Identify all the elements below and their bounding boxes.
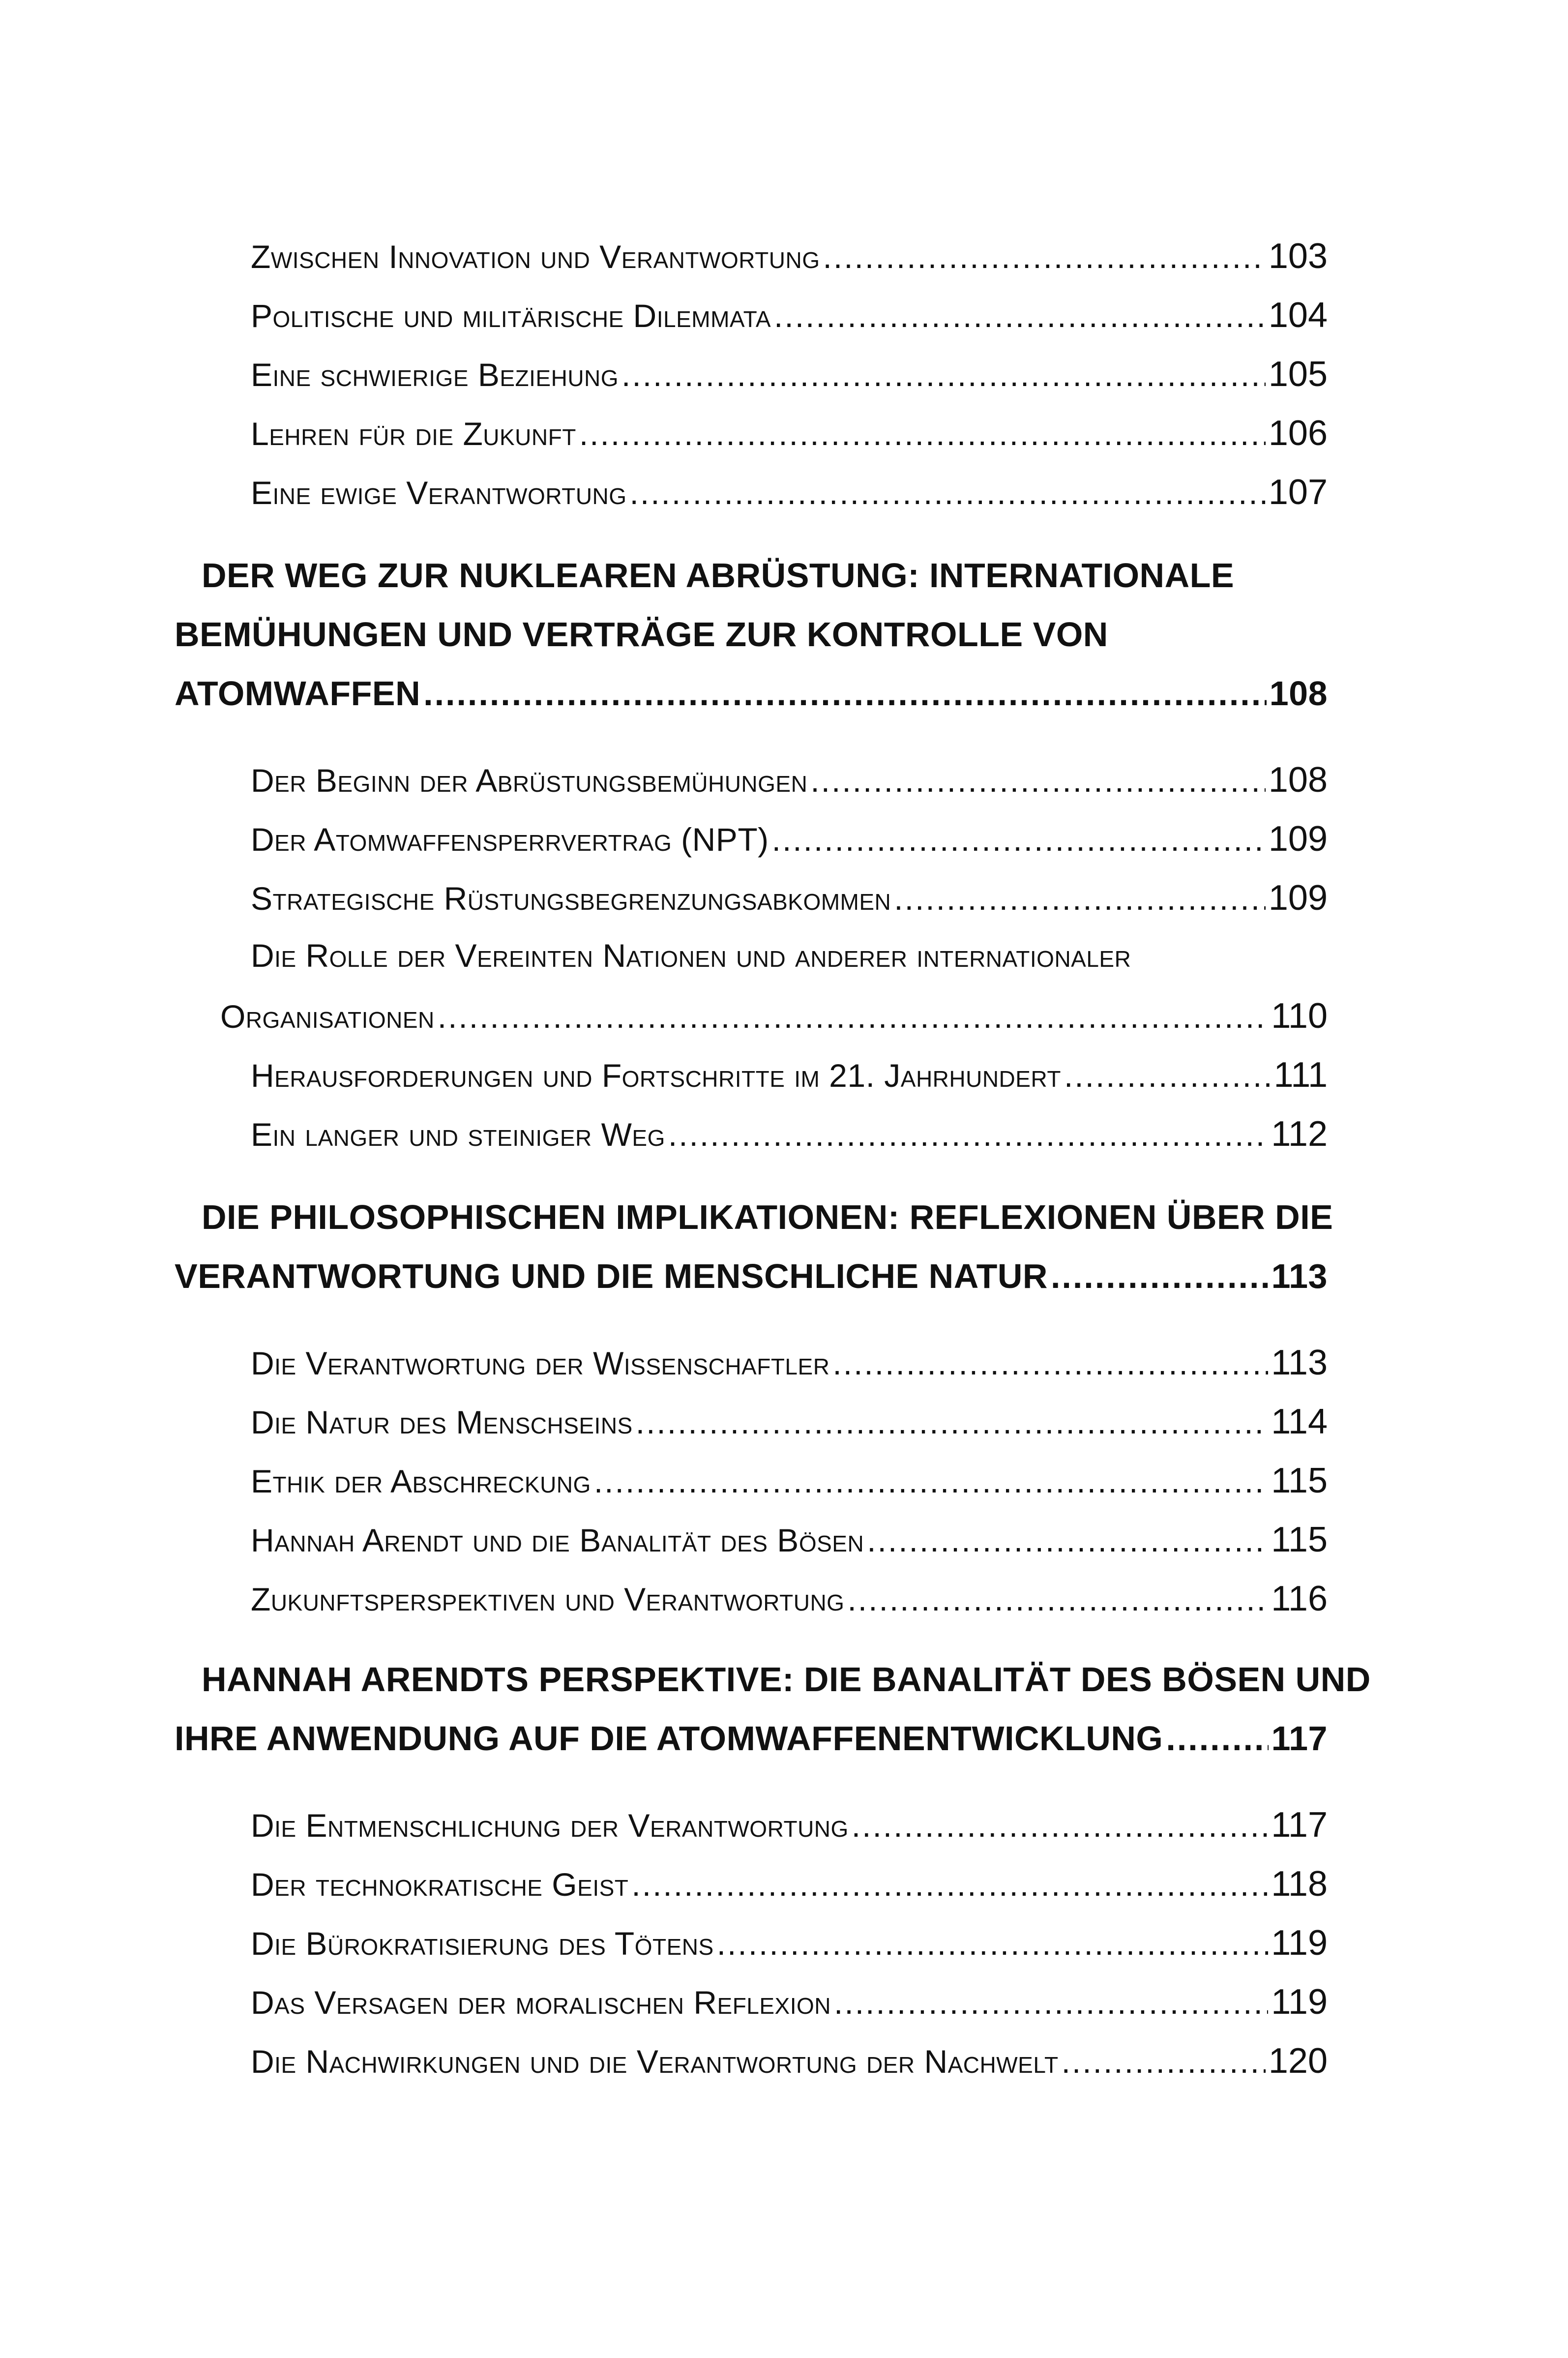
- toc-entry-label: Das Versagen der moralischen Reflexion: [251, 1984, 831, 2021]
- toc-entry-page: 108: [1268, 760, 1328, 800]
- toc-entry-page: 106: [1268, 414, 1328, 453]
- toc-entry-label: Eine ewige Verantwortung: [251, 475, 627, 511]
- chapter-page: 117: [1271, 1719, 1328, 1758]
- dot-leader: [1051, 1256, 1269, 1296]
- toc-entry-label: Der Beginn der Abrüstungsbemühungen: [251, 762, 808, 799]
- dot-leader: [823, 238, 1266, 275]
- toc-entry-page: 110: [1271, 996, 1328, 1036]
- toc-entry[interactable]: [251, 354, 1328, 394]
- toc-entry-page: 119: [1271, 1923, 1328, 1963]
- toc-entry-label: Lehren für die Zukunft: [251, 416, 576, 452]
- toc-entry-page: 103: [1268, 237, 1328, 276]
- dot-leader: [832, 1344, 1268, 1382]
- toc-entry-label: Eine schwierige Beziehung: [251, 357, 619, 393]
- toc-entry-page: 113: [1271, 1343, 1328, 1382]
- toc-entry-label: Ein langer und steiniger Weg: [251, 1116, 665, 1153]
- toc-entry[interactable]: [220, 996, 1328, 1036]
- toc-entry-label: Der technokratische Geist: [251, 1866, 629, 1903]
- toc-entry[interactable]: [251, 1805, 1328, 1845]
- toc-entry-label: Zukunftsperspektiven und Verantwortung: [251, 1581, 845, 1617]
- toc-entry-label: Die Rolle der Vereinten Nationen und anderer internationaler: [251, 937, 1131, 974]
- chapter-heading-entry[interactable]: [175, 1719, 1328, 1758]
- dot-leader: [423, 674, 1267, 713]
- dot-leader: [1166, 1719, 1268, 1758]
- dot-leader: [717, 1925, 1269, 1962]
- chapter-heading-line[interactable]: HANNAH ARENDTS PERSPEKTIVE: DIE BANALITÄT DES BÖSEN UND: [202, 1660, 1371, 1699]
- chapter-page: 113: [1271, 1257, 1328, 1295]
- toc-entry[interactable]: [251, 1579, 1328, 1619]
- toc-entry-label: Strategische Rüstungsbegrenzungsabkommen: [251, 880, 891, 917]
- toc-entry[interactable]: [251, 2041, 1328, 2081]
- dot-leader: [867, 1522, 1268, 1559]
- toc-entry-label: Zwischen Innovation und Verantwortung: [251, 239, 820, 275]
- dot-leader: [668, 1116, 1268, 1153]
- toc-entry-page: 117: [1271, 1805, 1328, 1845]
- chapter-heading-label: ATOMWAFFEN: [175, 674, 421, 713]
- dot-leader: [631, 1866, 1268, 1903]
- chapter-heading-line[interactable]: DIE PHILOSOPHISCHEN IMPLIKATIONEN: REFLEXIONEN ÜBER DIE: [202, 1198, 1333, 1236]
- toc-entry[interactable]: [251, 1982, 1328, 2022]
- dot-leader: [636, 1403, 1268, 1441]
- toc-entry-label: Organisationen: [220, 998, 435, 1035]
- toc-entry-page: 111: [1273, 1055, 1328, 1095]
- toc-entry[interactable]: [251, 472, 1328, 512]
- toc-entry-page: 105: [1268, 355, 1328, 394]
- toc-entry-page: 119: [1271, 1982, 1328, 2022]
- dot-leader: [834, 1984, 1268, 2021]
- toc-entry-page: 120: [1268, 2041, 1328, 2081]
- toc-entry[interactable]: [251, 1114, 1328, 1154]
- chapter-heading-label: VERANTWORTUNG UND DIE MENSCHLICHE NATUR: [175, 1257, 1048, 1295]
- toc-entry-label: Die Nachwirkungen und die Verantwortung der Nachwelt: [251, 2043, 1059, 2080]
- toc-entry-label: Herausforderungen und Fortschritte im 21. Jahrhundert: [251, 1057, 1061, 1094]
- chapter-heading-line[interactable]: DER WEG ZUR NUKLEAREN ABRÜSTUNG: INTERNATIONALE: [202, 556, 1235, 595]
- toc-entry-page: 112: [1271, 1114, 1328, 1154]
- toc-entry[interactable]: [251, 1402, 1328, 1442]
- dot-leader: [438, 998, 1268, 1035]
- toc-entry[interactable]: [251, 1520, 1328, 1560]
- toc-entry[interactable]: [251, 236, 1328, 276]
- toc-entry-page: 115: [1271, 1520, 1328, 1559]
- dot-leader: [774, 297, 1266, 334]
- toc-entry-label: Hannah Arendt und die Banalität des Bösen: [251, 1522, 864, 1558]
- toc-entry[interactable]: [251, 1343, 1328, 1383]
- chapter-heading-entry[interactable]: [175, 1256, 1328, 1296]
- dot-leader: [621, 356, 1266, 393]
- dot-leader: [1062, 2043, 1266, 2080]
- dot-leader: [579, 415, 1266, 452]
- toc-entry-page: 116: [1271, 1579, 1328, 1618]
- toc-entry[interactable]: [251, 878, 1328, 918]
- dot-leader: [630, 474, 1266, 511]
- chapter-heading-label: IHRE ANWENDUNG AUF DIE ATOMWAFFENENTWICKLUNG: [175, 1719, 1163, 1758]
- toc-entry-label: Die Natur des Menschseins: [251, 1404, 633, 1440]
- dot-leader: [1064, 1057, 1271, 1094]
- dot-leader: [772, 821, 1266, 858]
- chapter-page: 108: [1269, 674, 1328, 713]
- toc-entry-page: 104: [1268, 296, 1328, 335]
- dot-leader: [594, 1463, 1268, 1500]
- toc-entry[interactable]: [251, 819, 1328, 859]
- toc-entry-label: Politische und militärische Dilemmata: [251, 298, 771, 334]
- toc-entry-label: Der Atomwaffensperrvertrag (NPT): [251, 821, 769, 858]
- dot-leader: [894, 880, 1266, 917]
- toc-entry-page: 109: [1268, 878, 1328, 918]
- toc-entry-page: 107: [1268, 473, 1328, 512]
- toc-entry-label: Die Entmenschlichung der Verantwortung: [251, 1807, 849, 1844]
- toc-entry-page: 115: [1271, 1461, 1328, 1500]
- toc-entry[interactable]: [251, 295, 1328, 335]
- toc-entry[interactable]: [251, 413, 1328, 453]
- toc-entry[interactable]: [251, 760, 1328, 800]
- toc-entry-line[interactable]: [251, 937, 1328, 974]
- toc-entry[interactable]: [251, 1923, 1328, 1963]
- toc-entry[interactable]: [251, 1864, 1328, 1904]
- toc-entry-page: 118: [1271, 1864, 1328, 1904]
- toc-entry[interactable]: [251, 1055, 1328, 1095]
- chapter-heading-entry[interactable]: [175, 674, 1328, 713]
- toc-entry-label: Die Verantwortung der Wissenschaftler: [251, 1345, 830, 1381]
- dot-leader: [852, 1807, 1268, 1844]
- toc-entry[interactable]: [251, 1461, 1328, 1501]
- chapter-heading-line[interactable]: BEMÜHUNGEN UND VERTRÄGE ZUR KONTROLLE VON: [175, 615, 1108, 654]
- dot-leader: [847, 1581, 1268, 1618]
- toc-entry-page: 114: [1271, 1402, 1328, 1441]
- toc-entry-label: Die Bürokratisierung des Tötens: [251, 1925, 714, 1962]
- dot-leader: [810, 762, 1266, 799]
- toc-entry-label: Ethik der Abschreckung: [251, 1463, 591, 1499]
- toc-entry-page: 109: [1268, 819, 1328, 859]
